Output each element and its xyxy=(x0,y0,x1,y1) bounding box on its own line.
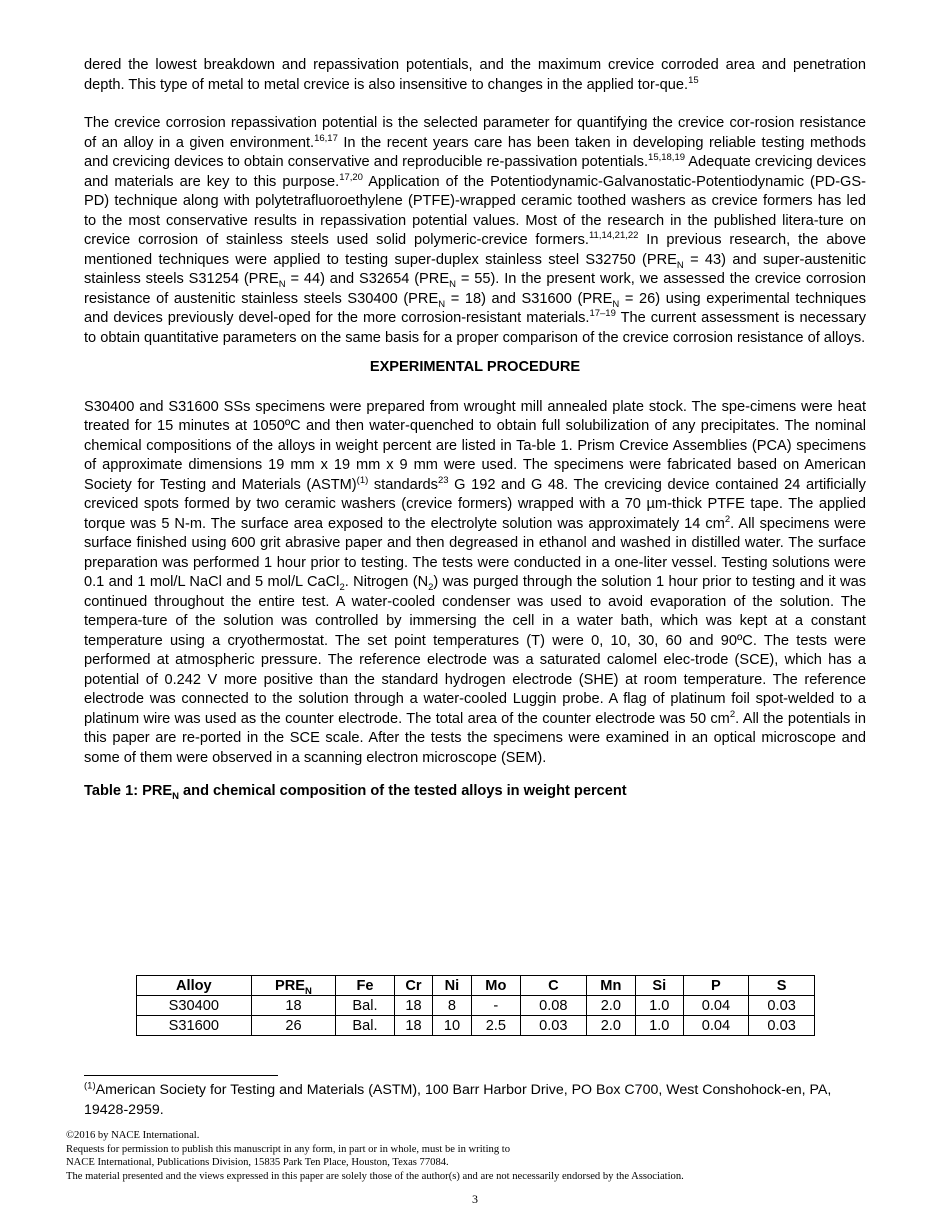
subscript: N xyxy=(172,790,179,802)
copyright-block xyxy=(66,1129,906,1183)
citation-ref: 15 xyxy=(688,74,699,86)
table-cell: 2.0 xyxy=(586,996,635,1016)
table-cell: 0.03 xyxy=(749,1016,815,1036)
superscript: 2 xyxy=(724,513,731,525)
citation-ref: 17,20 xyxy=(339,171,363,183)
intro-paragraph-2 xyxy=(84,114,866,348)
table-cell: 18 xyxy=(394,1016,432,1036)
table-cell: 18 xyxy=(251,996,336,1016)
text-run: = 43) and super-austenitic stainless steels S31254 (PRE xyxy=(84,251,866,287)
table-cell: 1.0 xyxy=(636,1016,684,1036)
table-cell: 0.04 xyxy=(683,996,749,1016)
subscript: N xyxy=(438,298,446,310)
table-cell: 8 xyxy=(433,996,471,1016)
table-cell: 0.04 xyxy=(683,1016,749,1036)
header-cell: Fe xyxy=(336,976,394,996)
table-cell: Bal. xyxy=(336,1016,394,1036)
table-cell: S31600 xyxy=(137,1016,252,1036)
text-run: S30400 and S31600 SSs specimens were prepared from wrought mill annealed plate stock. The spe-cimens were heat treated for 15 minutes at 1050ºC and then water-quenched to obtain full solubilization of any precipitates. The nominal chemical compositions of the alloys in weight percent are listed in Ta-ble 1. Prism Crevice Assemblies (PCA) specimens of approximate dimensions 19 mm x 19 mm x 9 mm were used. The specimens were fabricated based on American Society for Testing and Materials (ASTM) xyxy=(84,398,866,493)
copyright-line: The material presented and the views expressed in this paper are solely those of the author(s) and are not necessarily endorsed by the Association. xyxy=(66,1170,684,1182)
table-row xyxy=(137,996,815,1016)
copyright-line: ©2016 by NACE International. xyxy=(66,1130,200,1141)
composition-table xyxy=(136,975,815,1036)
table-cell: 2.5 xyxy=(471,1016,520,1036)
superscript: 2 xyxy=(729,708,736,720)
header-cell: Mo xyxy=(471,976,520,996)
table-cell: 0.03 xyxy=(521,1016,587,1036)
text-run: . Nitrogen (N xyxy=(344,574,429,590)
text-run: The current assessment is necessary to obtain quantitative parameters on the same basis for a proper comparison of the crevice corrosion resistance of alloys. xyxy=(84,310,866,346)
table-cell: 2.0 xyxy=(586,1016,635,1036)
table-cell: 0.03 xyxy=(749,996,815,1016)
text-run: ) was purged through the solution 1 hour prior to testing and it was continued throughout the entire test. A water-cooled condenser was used to avoid evaporation of the solution. The tempera-ture of the solution was controlled by immersing the cell in a water bath, which was kept at a constant temperature using a cryothermostat. The set point temperatures (T) were 0, 10, 30, 60 and 90ºC. The tests were performed at atmospheric pressure. The reference electrode was a saturated calomel elec-trode (SCE), which has a potential of 0.242 V more positive than the standard hydrogen electrode (SHE) at room temperature. The reference electrode was connected to the solution through a water-cooled Luggin probe. A flag of platinum foil spot-welded to a platinum wire was used as the counter electrode. The total area of the counter electrode was 50 cm xyxy=(84,574,866,727)
header-cell: Si xyxy=(636,976,684,996)
header-cell: Alloy xyxy=(137,976,252,996)
table-cell: 1.0 xyxy=(636,996,684,1016)
table-cell: - xyxy=(471,996,520,1016)
table-cell: 26 xyxy=(251,1016,336,1036)
text-run: G 192 and G 48. The crevicing device contained 24 artificially creviced spots formed by two ceramic washers (crevice formers) wrapped with a 70 µm-thick PTFE tape. The applied torque was 5 N-m. The surface area exposed to the electrolyte solution was approximately 14 cm xyxy=(84,476,866,532)
caption-text: and chemical composition of the tested alloys in weight percent xyxy=(179,783,627,799)
table-cell: 0.08 xyxy=(521,996,587,1016)
header-cell: Cr xyxy=(394,976,432,996)
citation-ref: 17–19 xyxy=(589,308,616,320)
text-run: In previous research, the above mentioned techniques were applied to testing super-duplex stainless steel S32750 (PRE xyxy=(84,232,866,268)
subscript: N xyxy=(278,278,286,290)
subscript: N xyxy=(612,298,620,310)
table-cell: 18 xyxy=(394,996,432,1016)
copyright-line: NACE International, Publications Division, 15835 Park Ten Place, Houston, Texas 77084. xyxy=(66,1157,449,1168)
header-cell: C xyxy=(521,976,587,996)
subscript: 2 xyxy=(339,581,345,593)
footnote xyxy=(84,1081,866,1120)
table-header-row xyxy=(137,976,815,996)
citation-ref: 23 xyxy=(437,474,449,486)
table-caption xyxy=(84,782,866,802)
header-cell: Ni xyxy=(433,976,471,996)
footnote-text: American Society for Testing and Materials (ASTM), 100 Barr Harbor Drive, PO Box C700, West Conshohock-en, PA, 19428-2959. xyxy=(84,1082,832,1118)
citation-ref: 15,18,19 xyxy=(648,152,686,164)
text-run: = 26) using experimental techniques and devices previously devel-oped for the more corrosion-resistant materials. xyxy=(84,290,866,326)
header-text: PRE xyxy=(275,977,306,994)
table-cell: S30400 xyxy=(137,996,252,1016)
subscript: N xyxy=(449,278,456,290)
citation-ref: 16,17 xyxy=(314,132,338,144)
citation-ref: 11,14,21,22 xyxy=(588,230,639,242)
caption-text: Table 1: PRE xyxy=(84,783,173,799)
header-cell: Mn xyxy=(586,976,635,996)
page-number: 3 xyxy=(472,1192,478,1206)
text-run: = 18) and S31600 (PRE xyxy=(445,290,613,307)
text-run: In the recent years care has been taken in developing reliable testing methods and crevicing devices to obtain conservative and reproducible re-passivation potentials. xyxy=(84,134,866,170)
intro-paragraph-1 xyxy=(84,56,866,95)
text-run: The crevice corrosion repassivation potential is the selected parameter for quantifying the crevice cor-rosion resistance of an alloy in a given environment. xyxy=(84,115,866,151)
footnote-marker: (1) xyxy=(84,1080,96,1092)
text-run: = 44) and S32654 (PRE xyxy=(285,271,450,287)
section-heading: EXPERIMENTAL PROCEDURE xyxy=(369,359,581,375)
footnote-marker: (1) xyxy=(356,474,369,486)
text-run: . All specimens were surface finished using 600 grit abrasive paper and then degreased in ethanol and washed in distilled water. The surface preparation was performed 1 hour prior to testing. The tests were conducted in a one-liter vessel. Testing solutions were 0.1 and 1 mol/L NaCl and 5 mol/L CaCl xyxy=(84,515,866,590)
subscript: 2 xyxy=(428,581,434,593)
page-body xyxy=(84,56,866,802)
text-run: Application of the Potentiodynamic-Galvanostatic-Potentiodynamic (PD-GS-PD) technique along with polytetrafluoroethylene (PTFE)-wrapped ceramic toothed washers as crevice formers has led to the most conservative results in repassivation potential values. Most of the research in the published litera-ture on crevice corrosion of stainless steels used solid polymeric-crevice formers. xyxy=(84,173,866,248)
table-row xyxy=(137,1016,815,1036)
procedure-paragraph xyxy=(84,398,866,769)
header-cell: S xyxy=(749,976,815,996)
header-cell xyxy=(251,976,336,996)
copyright-line: Requests for permission to publish this manuscript in any form, in part or in whole, must be in writing to xyxy=(66,1143,511,1155)
table-cell: Bal. xyxy=(336,996,394,1016)
text-run: standards xyxy=(368,476,438,493)
subscript: N xyxy=(676,259,684,271)
table-cell: 10 xyxy=(433,1016,471,1036)
text-run: . All the potentials in this paper are re-ported in the SCE scale. After the tests the specimens were examined in an optical microscope and some of them were observed in a scanning electron microscope (SEM). xyxy=(84,710,866,766)
footnote-divider xyxy=(84,1075,278,1076)
subscript: N xyxy=(305,985,312,997)
header-cell: P xyxy=(683,976,749,996)
text-run: dered the lowest breakdown and repassivation potentials, and the maximum crevice corroded area and penetration depth. This type of metal to metal crevice is also insensitive to changes in the applied tor-que. xyxy=(84,57,866,93)
text-run: = 55). In the present work, we assessed the crevice corrosion resistance of austenitic stainless steels S30400 (PRE xyxy=(84,271,867,307)
text-run: Adequate crevicing devices and materials are key to this purpose. xyxy=(84,154,866,190)
